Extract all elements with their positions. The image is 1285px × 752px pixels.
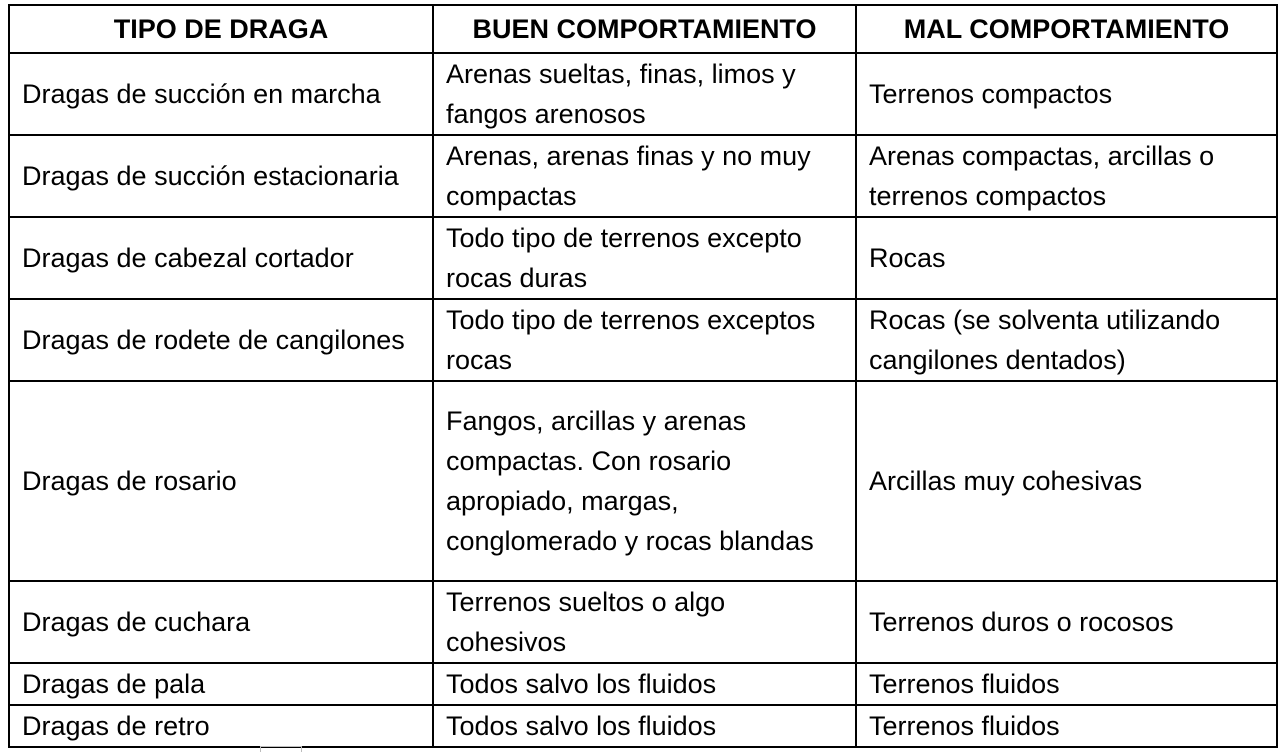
table-body <box>9 53 1277 747</box>
cell-mal: Terrenos fluidos <box>856 663 1277 705</box>
table-row <box>9 705 1277 747</box>
cell-tipo: Dragas de succión estacionaria <box>9 135 433 217</box>
cell-tipo: Dragas de retro <box>9 705 433 747</box>
header-mal-comportamiento: MAL COMPORTAMIENTO <box>856 5 1277 53</box>
table-row <box>9 663 1277 705</box>
table-row <box>9 135 1277 217</box>
cell-mal: Arenas compactas, arcillas o terrenos compactos <box>856 135 1277 217</box>
cell-buen: Todos salvo los fluidos <box>433 663 856 705</box>
table-row <box>9 581 1277 663</box>
cell-buen: Arenas sueltas, finas, limos y fangos arenosos <box>433 53 856 135</box>
dredge-comparison-table <box>8 4 1278 748</box>
cell-tipo: Dragas de rosario <box>9 381 433 581</box>
header-buen-comportamiento: BUEN COMPORTAMIENTO <box>433 5 856 53</box>
cell-tipo: Dragas de succión en marcha <box>9 53 433 135</box>
cell-tipo: Dragas de pala <box>9 663 433 705</box>
cell-mal: Terrenos compactos <box>856 53 1277 135</box>
header-tipo-de-draga: TIPO DE DRAGA <box>9 5 433 53</box>
table-header <box>9 5 1277 53</box>
cell-tipo: Dragas de rodete de cangilones <box>9 299 433 381</box>
cell-mal: Arcillas muy cohesivas <box>856 381 1277 581</box>
footer-divider <box>260 746 302 752</box>
cell-buen: Todo tipo de terrenos exceptos rocas <box>433 299 856 381</box>
cell-mal: Rocas (se solventa utilizando cangilones dentados) <box>856 299 1277 381</box>
cell-mal: Rocas <box>856 217 1277 299</box>
cell-buen: Terrenos sueltos o algo cohesivos <box>433 581 856 663</box>
table-row <box>9 299 1277 381</box>
header-row <box>9 5 1277 53</box>
table-row <box>9 217 1277 299</box>
table-row <box>9 381 1277 581</box>
cell-buen: Todo tipo de terrenos excepto rocas duras <box>433 217 856 299</box>
cell-tipo: Dragas de cabezal cortador <box>9 217 433 299</box>
cell-buen: Arenas, arenas finas y no muy compactas <box>433 135 856 217</box>
cell-tipo: Dragas de cuchara <box>9 581 433 663</box>
table-row <box>9 53 1277 135</box>
cell-buen: Todos salvo los fluidos <box>433 705 856 747</box>
cell-mal: Terrenos duros o rocosos <box>856 581 1277 663</box>
cell-buen: Fangos, arcillas y arenas compactas. Con rosario apropiado, margas, conglomerado y rocas blandas <box>433 381 856 581</box>
cell-mal: Terrenos fluidos <box>856 705 1277 747</box>
